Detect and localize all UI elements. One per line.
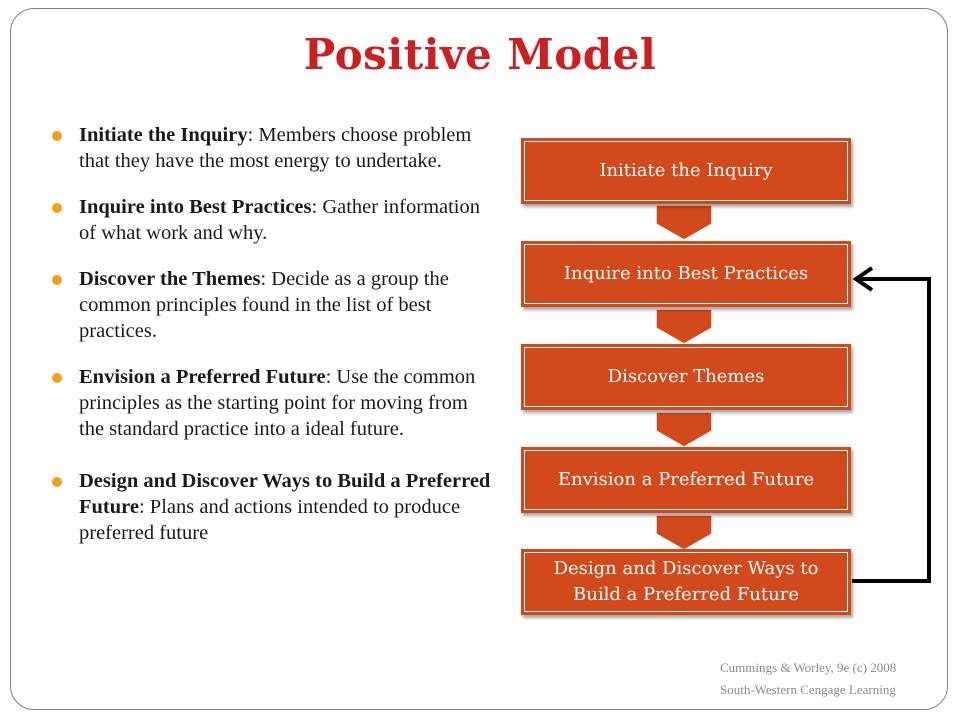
connector-chevron-4	[656, 515, 712, 550]
bullet-term: Envision a Preferred Future	[79, 366, 326, 388]
connector-chevron-2	[656, 309, 712, 344]
bullet-term: Inquire into Best Practices	[79, 196, 312, 218]
flow-step-discover: Discover Themes	[521, 344, 851, 410]
flow-step-initiate: Initiate the Inquiry	[521, 138, 851, 204]
bullet-text: : Plans and actions intended to produce preferred future	[79, 496, 461, 544]
bullet-term: Design and Discover Ways to Build a Preferred Future	[79, 470, 491, 518]
citation-line-2: South-Western Cengage Learning	[720, 682, 896, 697]
bullet-text: : Use the common principles as the starting point for moving from the standard practice into a ideal future.	[79, 366, 476, 440]
bullet-text: : Members choose problem that they have the most energy to undertake.	[79, 124, 472, 172]
slide-title: Positive Model	[303, 30, 657, 79]
connector-chevron-3	[656, 412, 712, 447]
flow-step-design: Design and Discover Ways to Build a Preferred Future	[521, 549, 851, 615]
bullet-term: Initiate the Inquiry	[79, 124, 248, 146]
bullet-term: Discover the Themes	[79, 268, 261, 290]
citation-line-1: Cummings & Worley, 9e (c) 2008	[720, 660, 897, 675]
flow-step-envision: Envision a Preferred Future	[521, 447, 851, 513]
bullet-text: : Gather information of what work and why.	[79, 196, 481, 244]
feedback-loop-line	[852, 279, 929, 581]
flow-step-inquire: Inquire into Best Practices	[521, 241, 851, 307]
connector-chevron-1	[656, 205, 712, 240]
bullet-text: : Decide as a group the common principles found in the list of best practices.	[79, 268, 449, 342]
